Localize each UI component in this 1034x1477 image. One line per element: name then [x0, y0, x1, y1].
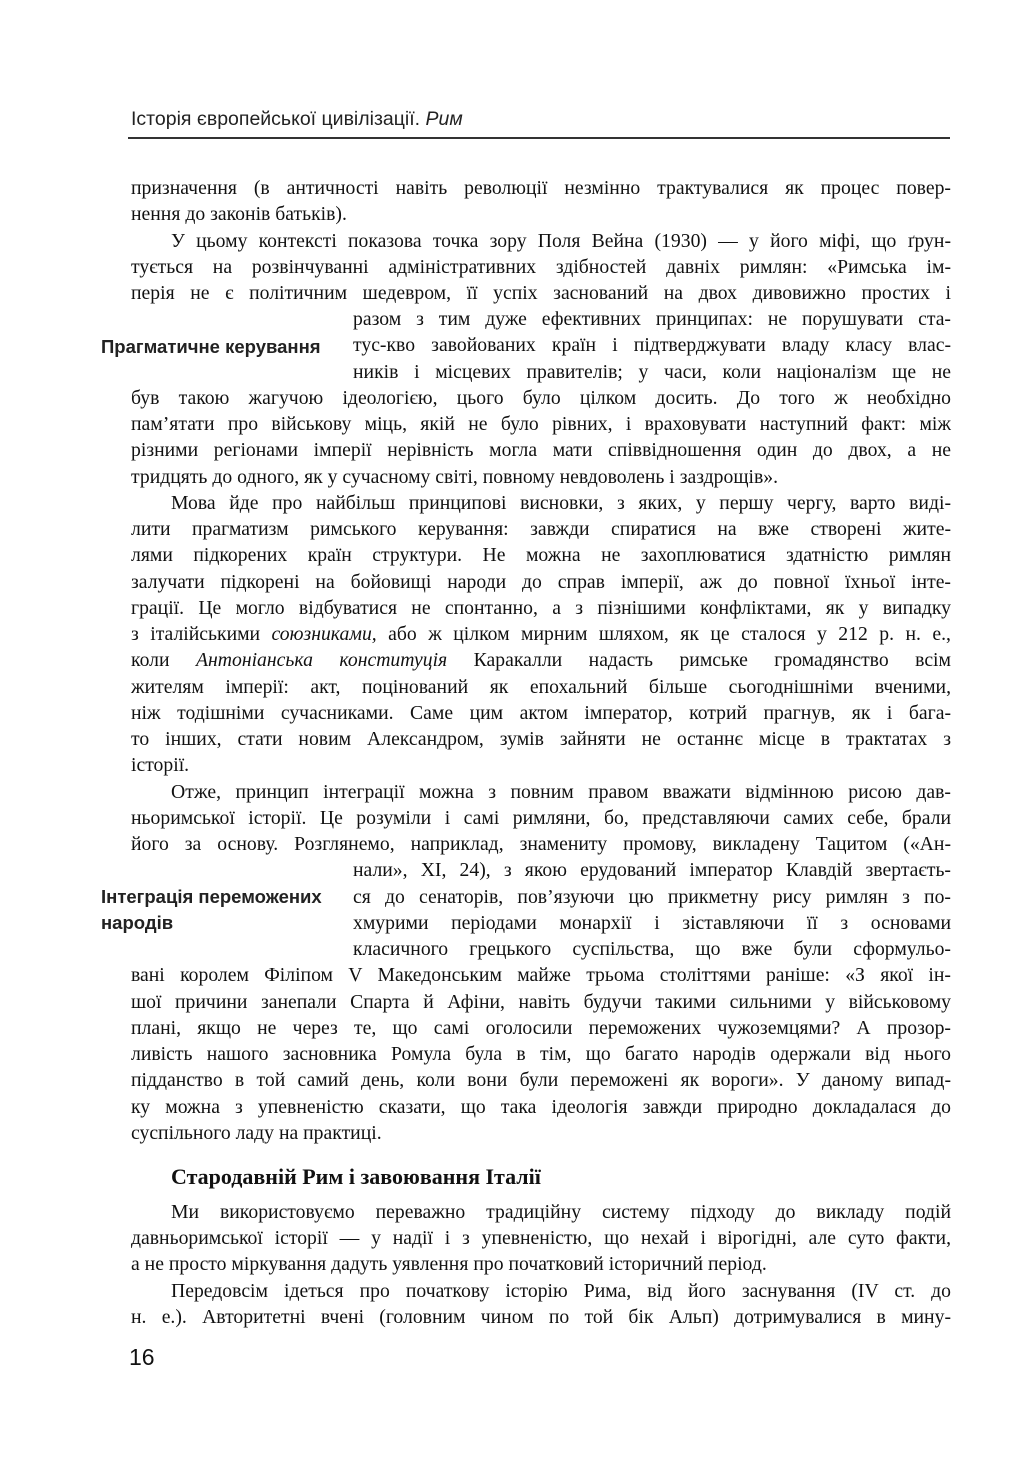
text-line: тус-кво завойованих країн і підтверджувати владу класу влас- — [353, 334, 951, 356]
sidenote-integration-line-2: народів — [101, 912, 174, 933]
text-line: ся до сенаторів, пов’язуючи цю прикметну рису римлян з по- — [353, 886, 951, 908]
text-line: жителям імперії: акт, поцінований як епохальний більше сьогоднішніми вченими, — [131, 676, 951, 698]
text-line: призначення (в античності навіть революції незмінно трактувалися як процес повер- — [131, 177, 951, 199]
text-line: перія не є політичним шедевром, її успіх заснований на двох дивовижно простих і — [131, 282, 951, 304]
text-line: шої причини занепали Спарта й Афіни, навіть будучи такими сильними у військовому — [131, 991, 951, 1013]
text-line: підданство в той самий день, коли вони були переможені як вороги». У даному випад- — [131, 1069, 951, 1091]
text-line: а не просто міркування дадуть уявлення про початковий історичний період. — [131, 1253, 767, 1275]
text-line: різними регіонами імперії нерівність могла мати співвідношення один до двох, а не — [131, 439, 951, 461]
text-line: його за основу. Розглянемо, наприклад, знамениту промову, викладену Тацитом («Ан- — [131, 833, 951, 855]
text-line: тридцять до одного, як у сучасному світі, повному невдоволень і заздрощів». — [131, 466, 779, 488]
text-line: лями підкорених країн структури. Не можна не захоплюватися здатністю римлян — [131, 544, 951, 566]
text-line: нали», XI, 24), з якою ерудований імператор Клавдій звертаєть- — [353, 859, 951, 881]
text-line: нення до законів батьків). — [131, 203, 347, 225]
text-line: У цьому контексті показова точка зору Поля Вейна (1930) — у його міфі, що ґрун- — [171, 230, 951, 252]
book-title: Історія європейської цивілізації. — [131, 108, 421, 130]
text-line: плані, якщо не через те, що самі оголосили переможених чужоземцями? А прозор- — [131, 1017, 951, 1039]
text-line — [131, 647, 951, 673]
sidenote-integration-line-1: Інтеграція переможених — [101, 886, 322, 907]
text-line: грації. Це могло відбуватися не спонтанно, а з пізнішими конфліктами, як у випадку — [131, 597, 951, 619]
text-line: давньоримської історії — у надії і з упевненістю, що нехай і вірогідні, але суто факти, — [131, 1227, 951, 1249]
text-run: з італійськими — [131, 623, 272, 645]
text-line — [131, 621, 951, 647]
text-line: ників і місцевих правителів; у часи, коли націоналізм ще не — [353, 361, 951, 383]
book-subtitle: Рим — [425, 108, 463, 130]
text-line: лити прагматизм римського керування: завжди спиратися на вже створені жите- — [131, 518, 951, 540]
text-line: пам’ятати про військову міць, якій не було рівних, і враховувати наступний факт: між — [131, 413, 951, 435]
text-line: вані королем Філіпом V Македонським майже трьома століттями раніше: «З якої ін- — [131, 964, 951, 986]
text-run-italic: союзниками, — [271, 623, 377, 645]
text-run-italic: Антоніанська конституція — [195, 649, 448, 671]
text-line: хмурими періодами монархії і зіставляючи її з основами — [353, 912, 951, 934]
text-line: суспільного ладу на практиці. — [131, 1122, 382, 1144]
text-run: або ж цілком мирним шляхом, як це сталося у 212 р. н. е., — [376, 623, 951, 645]
page-number: 16 — [129, 1344, 155, 1370]
running-header — [131, 108, 463, 131]
text-line: ніж тодішніми сучасниками. Саме цим актом імператор, котрий прагнув, як і бага- — [131, 702, 951, 724]
text-line: ливість нашого засновника Ромула була в тім, що багато народів одержали від нього — [131, 1043, 951, 1065]
text-run: Каракалли надасть римське громадянство всім — [447, 649, 951, 671]
text-line: класичного грецького суспільства, що вже були сформульо- — [353, 938, 951, 960]
text-line: історії. — [131, 754, 190, 776]
text-line: Ми використовуємо переважно традиційну систему підходу до викладу подій — [171, 1201, 951, 1223]
sidenote-pragmatic: Прагматичне керування — [101, 336, 321, 357]
text-line: то інших, стати новим Александром, зумів зайняти не останнє місце в трактатах з — [131, 728, 951, 750]
text-line: ку можна з упевненістю сказати, що така ідеологія завжди природно докладалася до — [131, 1096, 951, 1118]
text-line: Передовсім ідеться про початкову історію Рима, від його заснування (IV ст. до — [171, 1280, 951, 1302]
text-line: тується на розвінчуванні адміністративних здібностей давніх римлян: «Римська ім- — [131, 256, 951, 278]
text-line: залучати підкорені на бойовищі народи до справ імперії, аж до повної їхньої інте- — [131, 571, 951, 593]
text-line: ньоримської історії. Це розуміли і самі римляни, бо, представляючи самих себе, брали — [131, 807, 951, 829]
header-rule — [128, 137, 950, 139]
section-heading: Стародавній Рим і завоювання Італії — [171, 1164, 541, 1189]
text-line: разом з тим дуже ефективних принципах: не порушувати ста- — [353, 308, 951, 330]
text-line: Мова йде про найбільш принципові висновки, з яких, у першу чергу, варто виді- — [171, 492, 951, 514]
text-line: був такою жагучою ідеологією, цього було цілком досить. До того ж необхідно — [131, 387, 951, 409]
text-run: коли — [131, 649, 196, 671]
text-line: Отже, принцип інтеграції можна з повним правом вважати відмінною рисою дав- — [171, 781, 951, 803]
text-line: н. е.). Авторитетні вчені (головним чином по той бік Альп) дотримувалися в мину- — [131, 1306, 951, 1328]
